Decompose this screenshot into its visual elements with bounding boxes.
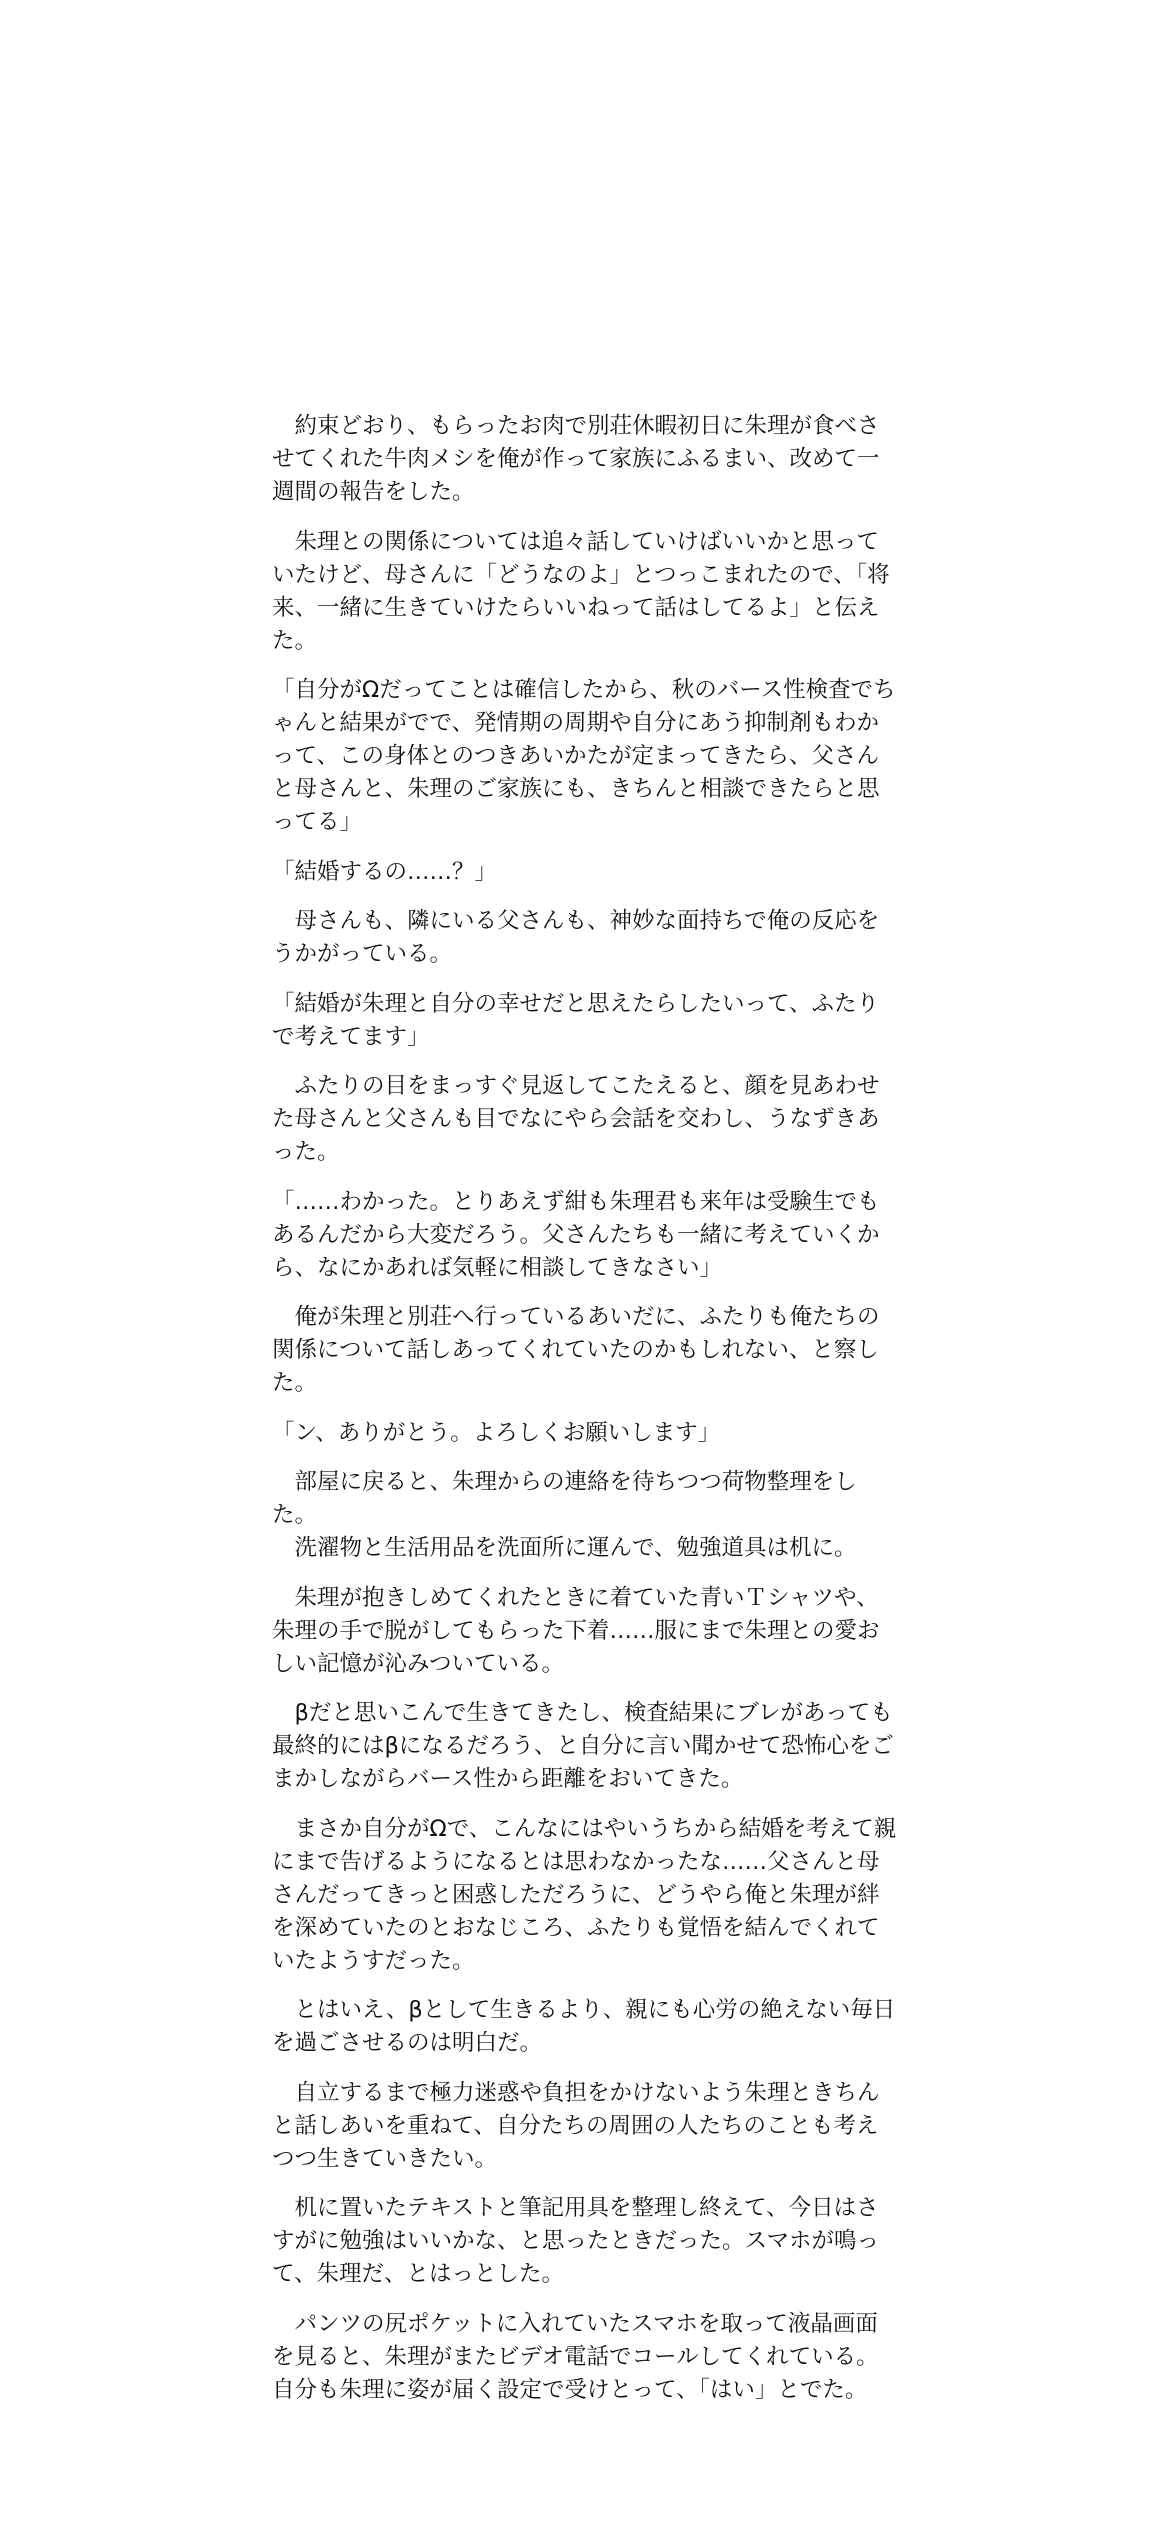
reader-page[interactable] xyxy=(272,410,898,2423)
paragraph: 「ン、ありがとう。よろしくお願いします」 xyxy=(272,1419,721,1446)
paragraph: ふたりの目をまっすぐ見返してこたえると、顔を見あわせた母さんと父さんも目でなにやら会話を交わし、うなずきあった。 xyxy=(272,1073,880,1165)
paragraph: βだと思いこんで生きてきたし、検査結果にブレがあっても最終的にはβになるだろう、と自分に言い聞かせて恐怖心をごまかしながらバース性から距離をおいてきた。 xyxy=(272,1700,894,1792)
paragraph: 母さんも、隣にいる父さんも、神妙な面持ちで俺の反応をうかがっている。 xyxy=(272,908,880,967)
paragraph: とはいえ、βとして生きるより、親にも心労の絶えない毎日を過ごさせるのは明白だ。 xyxy=(272,1997,896,2056)
paragraph: 「……わかった。とりあえず紺も朱理君も来年は受験生でもあるんだから大変だろう。父さんたちも一緒に考えていくから、なにかあれば気軽に相談してきなさい」 xyxy=(272,1188,880,1281)
paragraph: 「結婚が朱理と自分の幸せだと思えたらしたいって、ふたりで考えてます」 xyxy=(272,990,880,1050)
paragraph: 机に置いたテキストと筆記用具を整理し終えて、今日はさすがに勉強はいいかな、と思ったときだった。スマホが鳴って、朱理だ、とはっとした。 xyxy=(272,2195,880,2287)
paragraph: 部屋に戻ると、朱理からの連絡を待ちつつ荷物整理をした。 洗濯物と生活用品を洗面所に運んで、勉強道具は机に。 xyxy=(272,1469,857,1561)
paragraph: 約束どおり、もらったお肉で別荘休暇初日に朱理が食べさせてくれた牛肉メシを俺が作って家族にふるまい、改めて一週間の報告をした。 xyxy=(272,413,880,505)
paragraph: パンツの尻ポケットに入れていたスマホを取って液晶画面を見ると、朱理がまたビデオ電話でコールしてくれている。自分も朱理に姿が届く設定で受けとって、「はい」とでた。 xyxy=(272,2310,879,2403)
paragraph: 自立するまで極力迷惑や負担をかけないよう朱理ときちんと話しあいを重ねて、自分たちの周囲の人たちのことも考えつつ生きていきたい。 xyxy=(272,2079,880,2172)
paragraph: 朱理が抱きしめてくれたときに着ていた青いＴシャツや、朱理の手で脱がしてもらった下着……服にまで朱理との愛おしい記憶が沁みついている。 xyxy=(272,1584,880,1677)
paragraph: まさか自分がΩで、こんなにはやいうちから結婚を考えて親にまで告げるようになるとは思わなかったな……父さんと母さんだってきっと困惑しただろうに、どうやら俺と朱理が絆を深めていたのとおなじころ、ふたりも覚悟を結んでくれていたようすだった。 xyxy=(272,1815,897,1974)
paragraph: 「結婚するの……？」 xyxy=(272,858,498,885)
paragraph: 俺が朱理と別荘へ行っているあいだに、ふたりも俺たちの関係について話しあってくれていたのかもしれない、と察した。 xyxy=(272,1304,880,1396)
paragraph: 「自分がΩだってことは確信したから、秋のバース性検査でちゃんと結果がでで、発情期の周期や自分にあう抑制剤もわかって、この身体とのつきあいかたが定まってきたら、父さんと母さんと、朱理のご家族にも、きちんと相談できたらと思ってる」 xyxy=(272,677,896,835)
paragraph: 朱理との関係については追々話していけばいいかと思っていたけど、母さんに「どうなのよ」とつっこまれたので、「将来、一緒に生きていけたらいいねって話はしてるよ」と伝えた。 xyxy=(272,528,890,654)
